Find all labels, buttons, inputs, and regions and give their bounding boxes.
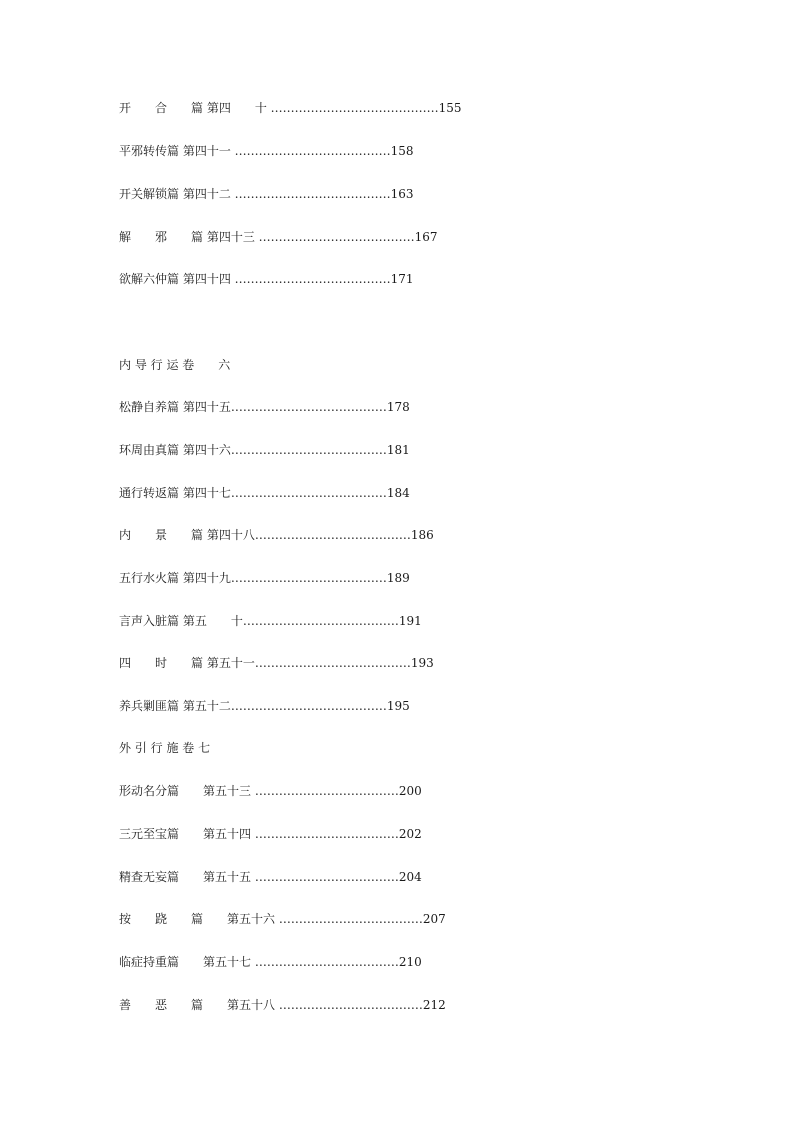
toc-entry: [119, 826, 422, 842]
toc-entry-text: 开关解锁篇 第四十二 …………………………………163: [119, 187, 414, 201]
toc-entry: [119, 869, 422, 885]
toc-entry: [119, 186, 414, 202]
toc-entry: [119, 271, 414, 287]
toc-entry-text: 善 恶 篇 第五十八 ………………………………212: [119, 998, 446, 1012]
toc-entry-text: 精查无妄篇 第五十五 ………………………………204: [119, 870, 422, 884]
toc-entry: [119, 997, 446, 1013]
toc-entry: [119, 570, 410, 586]
toc-entry-text: 五行水火篇 第四十九…………………………………189: [119, 571, 410, 585]
toc-entry-text: 按 跷 篇 第五十六 ………………………………207: [119, 912, 446, 926]
toc-entry-text: 形动名分篇 第五十三 ………………………………200: [119, 784, 422, 798]
section-heading-text: 内 导 行 运 卷 六: [119, 358, 231, 372]
toc-entry-text: 松静自养篇 第四十五…………………………………178: [119, 400, 410, 414]
toc-entry: [119, 911, 446, 927]
toc-entry-text: 三元至宝篇 第五十四 ………………………………202: [119, 827, 422, 841]
toc-entry: [119, 143, 414, 159]
toc-entry-text: 通行转返篇 第四十七…………………………………184: [119, 486, 410, 500]
toc-entry: [119, 613, 422, 629]
toc-entry: [119, 655, 434, 671]
section-heading-text: 外 引 行 施 卷 七: [119, 741, 211, 755]
toc-entry: [119, 442, 410, 458]
toc-entry: [119, 100, 462, 116]
toc-entry: [119, 485, 410, 501]
toc-entry: [119, 783, 422, 799]
toc-entry-text: 临症持重篇 第五十七 ………………………………210: [119, 955, 422, 969]
toc-entry-text: 内 景 篇 第四十八…………………………………186: [119, 528, 434, 542]
toc-entry: [119, 399, 410, 415]
toc-entry-text: 言声入脏篇 第五 十…………………………………191: [119, 614, 422, 628]
toc-entry-text: 平邪转传篇 第四十一 …………………………………158: [119, 144, 414, 158]
toc-entry-text: 欲解六仲篇 第四十四 …………………………………171: [119, 272, 414, 286]
toc-entry: [119, 229, 438, 245]
section-heading: [119, 357, 230, 373]
toc-entry-text: 解 邪 篇 第四十三 …………………………………167: [119, 230, 438, 244]
toc-entry-text: 开 合 篇 第四 十 ……………………………………155: [119, 101, 462, 115]
toc-entry-text: 养兵剿匪篇 第五十二…………………………………195: [119, 699, 410, 713]
toc-entry: [119, 698, 410, 714]
toc-entry-text: 四 时 篇 第五十一…………………………………193: [119, 656, 434, 670]
toc-entry: [119, 527, 434, 543]
toc-entry-text: 环周由真篇 第四十六…………………………………181: [119, 443, 410, 457]
section-heading: [119, 740, 210, 756]
toc-entry: [119, 954, 422, 970]
